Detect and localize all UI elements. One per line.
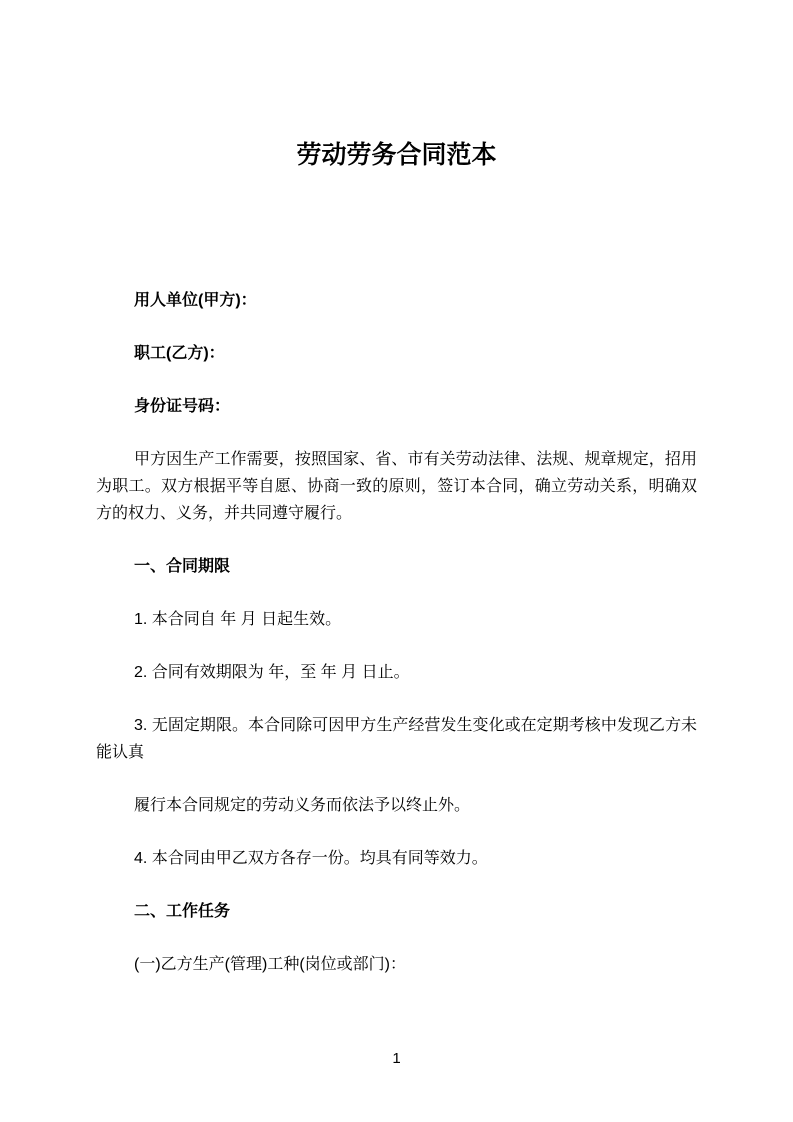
employer-field-label: 用人单位(甲方)：: [134, 292, 257, 309]
section-2-heading: 二、工作任务: [134, 903, 231, 920]
section-1-heading: 一、合同期限: [134, 558, 231, 575]
intro-paragraph: 甲方因生产工作需要，按照国家、省、市有关劳动法律、法规、规章规定，招用为职工。双方根据平等自愿、协商一致的原则，签订本合同，确立劳动关系，明确双方的权力、义务，并共同遵守履行。: [96, 451, 697, 522]
employee-field-label: 职工(乙方)：: [134, 345, 225, 362]
section-1-clause-2: 2. 合同有效期限为 年，至 年 月 日止。: [134, 664, 410, 681]
id-number-field-label: 身份证号码：: [134, 398, 231, 415]
section-1-clause-3-continuation: 履行本合同规定的劳动义务而依法予以终止外。: [134, 797, 471, 814]
page-number: 1: [392, 1050, 401, 1067]
section-1-clause-4: 4. 本合同由甲乙双方各存一份。均具有同等效力。: [134, 850, 488, 867]
section-1-clause-1: 1. 本合同自 年 月 日起生效。: [134, 611, 342, 628]
document-title: 劳动劳务合同范本: [296, 141, 497, 169]
section-2-clause-1: (一)乙方生产(管理)工种(岗位或部门)：: [134, 956, 406, 973]
section-1-clause-3: 3. 无固定期限。本合同除可因甲方生产经营发生变化或在定期考核中发现乙方未能认真: [96, 717, 697, 761]
contract-document-page: [96, 0, 697, 1004]
